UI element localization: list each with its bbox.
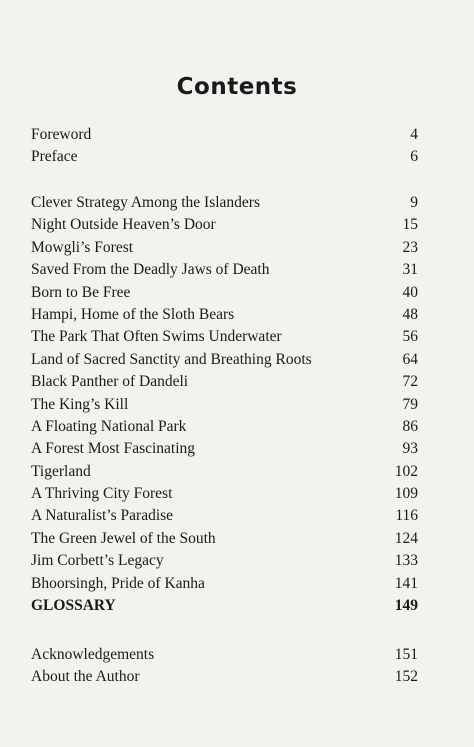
toc-entry — [31, 595, 418, 617]
toc-entry — [31, 394, 418, 416]
toc-entry-title: Foreword — [31, 126, 92, 143]
toc-entry-title: Saved From the Deadly Jaws of Death — [31, 261, 270, 279]
toc-entry — [31, 461, 418, 483]
toc-entry-title: The Park That Often Swims Underwater — [31, 328, 282, 346]
toc-entry — [31, 483, 418, 505]
toc-entry — [31, 573, 418, 595]
toc-entry — [31, 237, 418, 259]
toc-entry — [31, 326, 418, 348]
toc-entry-page-number: 6 — [410, 148, 418, 166]
toc-entry-page-number: 4 — [410, 126, 418, 143]
toc-entry — [31, 505, 418, 527]
toc-entry-title: A Naturalist’s Paradise — [31, 507, 174, 525]
toc-entry-title: Born to Be Free — [31, 283, 131, 301]
toc-entry-page-number: 9 — [410, 194, 418, 211]
toc-entry-title: Acknowledgements — [31, 646, 155, 663]
toc-entry-title: Jim Corbett’s Legacy — [31, 552, 164, 570]
toc-entry-title: About the Author — [31, 668, 140, 686]
toc-entry-page-number: 109 — [394, 485, 418, 503]
toc-entry-page-number: 15 — [402, 216, 418, 234]
toc-entry — [31, 416, 418, 438]
toc-entry-title: Hampi, Home of the Sloth Bears — [31, 305, 235, 323]
toc-entry-page-number: 31 — [402, 261, 418, 279]
toc-entry-page-number: 133 — [394, 552, 418, 570]
toc-entry-page-number: 23 — [402, 238, 418, 256]
toc-entry-page-number: 86 — [402, 417, 418, 435]
toc-entry-page-number: 141 — [394, 574, 418, 592]
toc-entry-page-number: 102 — [394, 462, 418, 480]
toc-entry-title: The Green Jewel of the South — [31, 529, 216, 547]
toc-entry-title: Night Outside Heaven’s Door — [31, 216, 216, 234]
toc-entry — [31, 666, 418, 688]
toc-entry — [31, 349, 418, 371]
toc-entry-page-number: 72 — [402, 373, 418, 391]
toc-entry-page-number: 56 — [402, 328, 418, 346]
toc-entry-title: Black Panther of Dandeli — [31, 373, 189, 391]
toc-entry — [31, 644, 418, 666]
toc-entry — [31, 550, 418, 572]
toc-entry-page-number: 48 — [402, 305, 418, 323]
toc-entry-title: The King’s Kill — [31, 395, 129, 413]
toc-entry-page-number: 40 — [402, 283, 418, 301]
toc-entry-page-number: 152 — [394, 668, 418, 686]
toc-entry — [31, 282, 418, 304]
toc-entry-title: A Thriving City Forest — [31, 485, 173, 503]
toc-entry — [31, 371, 418, 393]
toc-entry-title: Land of Sacred Sanctity and Breathing Roots — [31, 350, 312, 368]
toc-entry-title: Mowgli’s Forest — [31, 238, 134, 256]
toc-entry-page-number: 64 — [402, 350, 418, 368]
toc-entry — [31, 438, 418, 460]
toc-group-front-matter — [31, 124, 418, 169]
toc-entry-page-number: 149 — [394, 597, 418, 615]
toc-entry-page-number: 124 — [394, 529, 418, 547]
toc-entry-title: A Forest Most Fascinating — [31, 440, 196, 458]
toc-entry-page-number: 93 — [402, 440, 418, 458]
toc-entry — [31, 192, 418, 214]
toc-entry — [31, 528, 418, 550]
toc-entry-page-number: 151 — [394, 646, 418, 663]
toc-entry — [31, 304, 418, 326]
toc-group-chapters — [31, 192, 418, 617]
toc-entry-title: Preface — [31, 148, 78, 166]
toc-entry-title: Tigerland — [31, 462, 91, 480]
toc-entry-title: Bhoorsingh, Pride of Kanha — [31, 574, 205, 592]
toc-entry — [31, 124, 418, 146]
toc-entry-page-number: 79 — [402, 395, 418, 413]
toc-entry — [31, 214, 418, 236]
toc-entry — [31, 259, 418, 281]
toc-entry-title: A Floating National Park — [31, 417, 187, 435]
toc-entry-page-number: 116 — [395, 507, 418, 525]
page-title: Contents — [176, 74, 298, 100]
toc-entry-title: Clever Strategy Among the Islanders — [31, 194, 261, 211]
toc-entry — [31, 146, 418, 168]
toc-entry-title: GLOSSARY — [31, 597, 116, 615]
toc-group-back-matter — [31, 644, 418, 689]
